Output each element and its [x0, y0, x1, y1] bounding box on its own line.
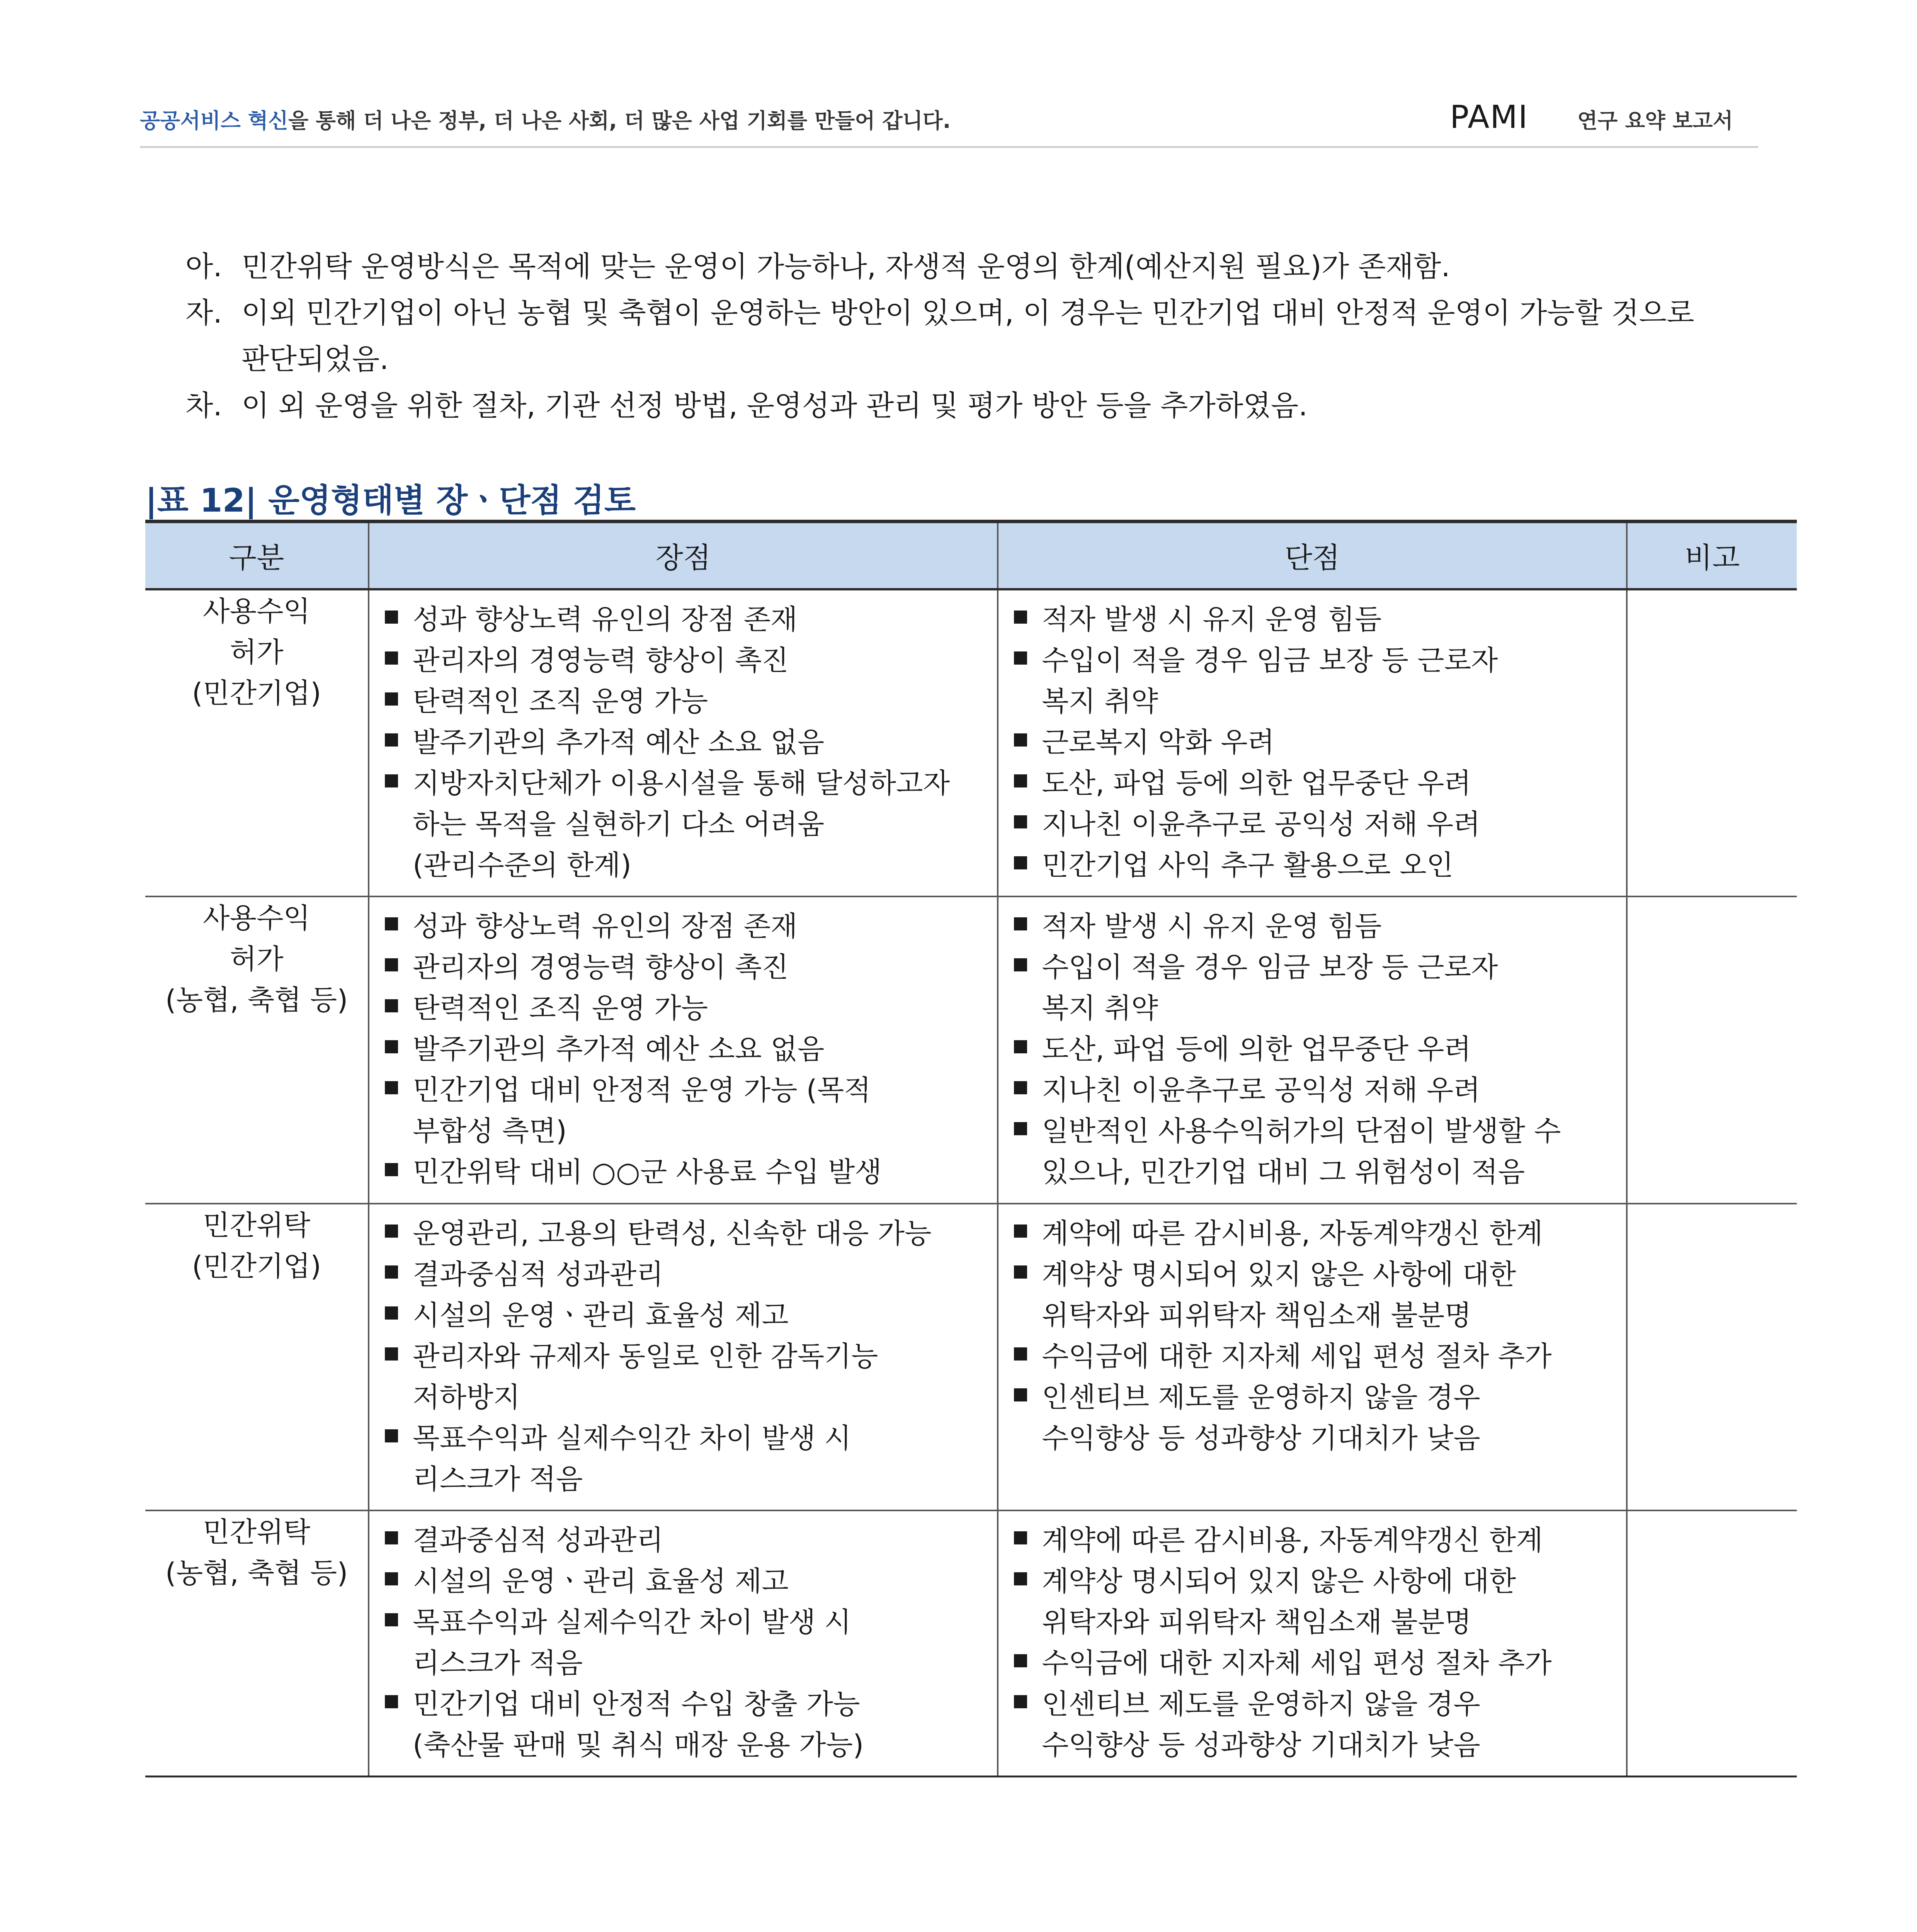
bullet-text: 발주기관의 추가적 예산 소요 없음: [413, 1033, 825, 1065]
row-cons: [998, 896, 1627, 1204]
square-bullet-icon: [385, 1531, 398, 1544]
bullet-text: 민간위탁 대비 ○○군 사용료 수입 발생: [413, 1156, 882, 1188]
square-bullet-icon: [1014, 856, 1027, 869]
bullet-text: 근로복지 악화 우려: [1042, 726, 1275, 759]
bullet-text: 탄력적인 조직 운영 가능: [413, 685, 708, 718]
pro-item: [383, 1336, 989, 1418]
square-bullet-icon: [1014, 1040, 1027, 1053]
con-item: [1012, 1070, 1618, 1111]
row-note: [1627, 1204, 1797, 1510]
con-item: [1012, 1213, 1618, 1254]
square-bullet-icon: [385, 1265, 398, 1279]
bullet-text: 지나친 이윤추구로 공익성 저해 우려: [1042, 1074, 1480, 1106]
row-cons: [998, 589, 1627, 896]
header-report-type: 연구 요약 보고서: [1577, 109, 1733, 133]
pro-item: [383, 763, 989, 886]
square-bullet-icon: [1014, 1695, 1027, 1708]
body-paragraphs: [185, 243, 1789, 429]
bullet-text: 수익금에 대한 지자체 세입 편성 절차 추가: [1042, 1340, 1552, 1372]
pro-item: [383, 1561, 989, 1602]
row-note: [1627, 589, 1797, 896]
bullet-text: 지방자치단체가 이용시설을 통해 달성하고자 하는 목적을 실현하기 다소 어려움 (관리수준의 한계): [413, 767, 950, 881]
header-brand: PAMI: [1450, 99, 1529, 136]
square-bullet-icon: [385, 1306, 398, 1320]
item-marker: 아.: [185, 250, 223, 283]
bullet-text: 관리자와 규제자 동일로 인한 감독기능 저하방지: [413, 1340, 878, 1413]
square-bullet-icon: [1014, 774, 1027, 787]
square-bullet-icon: [385, 733, 398, 747]
pro-item: [383, 681, 989, 722]
con-item: [1012, 722, 1618, 763]
square-bullet-icon: [385, 611, 398, 624]
con-item: [1012, 804, 1618, 845]
header-pros: 장점: [369, 522, 998, 590]
square-bullet-icon: [385, 958, 398, 971]
page-header: [140, 96, 1758, 148]
bullet-text: 결과중심적 성과관리: [413, 1258, 663, 1291]
item-marker: 차.: [185, 389, 223, 422]
bullet-text: 도산, 파업 등에 의한 업무중단 우려: [1042, 1033, 1471, 1065]
square-bullet-icon: [1014, 611, 1027, 624]
square-bullet-icon: [385, 1081, 398, 1094]
bullet-text: 적자 발생 시 유지 운영 힘듬: [1042, 910, 1382, 942]
row-cons: [998, 1510, 1627, 1777]
bullet-text: 관리자의 경영능력 향상이 촉진: [413, 951, 789, 983]
pros-cons-table: [145, 520, 1797, 1777]
pro-item: [383, 906, 989, 947]
con-item: [1012, 763, 1618, 804]
square-bullet-icon: [1014, 958, 1027, 971]
square-bullet-icon: [385, 1429, 398, 1442]
body-item: [185, 383, 1789, 429]
table-row: [145, 1204, 1797, 1510]
con-item: [1012, 1029, 1618, 1070]
row-category: 민간위탁 (농협, 축협 등): [145, 1510, 369, 1777]
table-row: [145, 589, 1797, 896]
square-bullet-icon: [1014, 815, 1027, 828]
bullet-text: 민간기업 대비 안정적 수입 창출 가능 (축산물 판매 및 취식 매장 운용 가능): [413, 1688, 864, 1761]
con-item: [1012, 845, 1618, 886]
con-item: [1012, 947, 1618, 1029]
con-item: [1012, 1520, 1618, 1561]
table-row: [145, 896, 1797, 1204]
item-text: 이외 민간기업이 아닌 농협 및 축협이 운영하는 방안이 있으며, 이 경우는 민간기업 대비 안정적 운영이 가능할 것으로 판단되었음.: [242, 296, 1694, 376]
row-cons: [998, 1204, 1627, 1510]
con-item: [1012, 1684, 1618, 1765]
pro-item: [383, 947, 989, 988]
pro-item: [383, 1295, 989, 1336]
table-body: [145, 589, 1797, 1777]
table-title: |표 12| 운영형태별 장ㆍ단점 검토: [145, 481, 636, 519]
row-note: [1627, 896, 1797, 1204]
square-bullet-icon: [385, 774, 398, 787]
con-item: [1012, 1561, 1618, 1643]
row-category: 사용수익 허가 (농협, 축협 등): [145, 896, 369, 1204]
square-bullet-icon: [385, 1040, 398, 1053]
bullet-text: 도산, 파업 등에 의한 업무중단 우려: [1042, 767, 1471, 799]
bullet-text: 일반적인 사용수익허가의 단점이 발생할 수 있으나, 민간기업 대비 그 위험성이 적음: [1042, 1115, 1561, 1188]
square-bullet-icon: [385, 917, 398, 930]
bullet-text: 적자 발생 시 유지 운영 힘듬: [1042, 603, 1382, 636]
row-category: 민간위탁 (민간기업): [145, 1204, 369, 1510]
table-header-row: [145, 522, 1797, 590]
tagline-rest: 을 통해 더 나은 정부, 더 나은 사회, 더 많은 사업 기회를 만들어 갑니다.: [288, 109, 951, 133]
pro-item: [383, 1029, 989, 1070]
con-item: [1012, 599, 1618, 640]
header-note: 비고: [1627, 522, 1797, 590]
row-pros: [369, 896, 998, 1204]
bullet-text: 결과중심적 성과관리: [413, 1524, 663, 1556]
bullet-text: 수입이 적을 경우 임금 보장 등 근로자 복지 취약: [1042, 644, 1498, 718]
square-bullet-icon: [1014, 1388, 1027, 1401]
bullet-text: 성과 향상노력 유인의 장점 존재: [413, 910, 798, 942]
square-bullet-icon: [385, 1572, 398, 1585]
pro-item: [383, 1070, 989, 1151]
bullet-text: 인센티브 제도를 운영하지 않을 경우 수익향상 등 성과향상 기대치가 낮음: [1042, 1688, 1480, 1761]
item-marker: 자.: [185, 296, 223, 330]
row-note: [1627, 1510, 1797, 1777]
table-row: [145, 1510, 1797, 1777]
bullet-text: 인센티브 제도를 운영하지 않을 경우 수익향상 등 성과향상 기대치가 낮음: [1042, 1381, 1480, 1454]
bullet-text: 민간기업 사익 추구 활용으로 오인: [1042, 849, 1454, 881]
bullet-text: 관리자의 경영능력 향상이 촉진: [413, 644, 789, 677]
square-bullet-icon: [1014, 1572, 1027, 1585]
bullet-text: 성과 향상노력 유인의 장점 존재: [413, 603, 798, 636]
item-text: 이 외 운영을 위한 절차, 기관 선정 방법, 운영성과 관리 및 평가 방안 등을 추가하였음.: [242, 389, 1308, 422]
con-item: [1012, 1377, 1618, 1459]
square-bullet-icon: [1014, 1347, 1027, 1361]
pro-item: [383, 640, 989, 681]
pro-item: [383, 722, 989, 763]
bullet-text: 시설의 운영ㆍ관리 효율성 제고: [413, 1565, 789, 1597]
square-bullet-icon: [1014, 1225, 1027, 1238]
bullet-text: 수익금에 대한 지자체 세입 편성 절차 추가: [1042, 1647, 1552, 1679]
bullet-text: 탄력적인 조직 운영 가능: [413, 992, 708, 1024]
square-bullet-icon: [1014, 1265, 1027, 1279]
bullet-text: 목표수익과 실제수익간 차이 발생 시 리스크가 적음: [413, 1422, 851, 1495]
square-bullet-icon: [1014, 1081, 1027, 1094]
pro-item: [383, 1602, 989, 1684]
bullet-text: 운영관리, 고용의 탄력성, 신속한 대응 가능: [413, 1217, 932, 1250]
square-bullet-icon: [385, 651, 398, 665]
bullet-text: 계약에 따른 감시비용, 자동계약갱신 한계: [1042, 1217, 1543, 1250]
con-item: [1012, 640, 1618, 722]
con-item: [1012, 906, 1618, 947]
row-pros: [369, 1204, 998, 1510]
con-item: [1012, 1254, 1618, 1336]
pro-item: [383, 1151, 989, 1192]
bullet-text: 시설의 운영ㆍ관리 효율성 제고: [413, 1299, 789, 1332]
square-bullet-icon: [385, 999, 398, 1012]
row-pros: [369, 1510, 998, 1777]
bullet-text: 계약상 명시되어 있지 않은 사항에 대한 위탁자와 피위탁자 책임소재 불분명: [1042, 1258, 1516, 1332]
tagline-highlight: 공공서비스 혁신: [140, 109, 288, 133]
pro-item: [383, 1254, 989, 1295]
square-bullet-icon: [1014, 1531, 1027, 1544]
bullet-text: 계약에 따른 감시비용, 자동계약갱신 한계: [1042, 1524, 1543, 1556]
bullet-text: 지나친 이윤추구로 공익성 저해 우려: [1042, 808, 1480, 840]
square-bullet-icon: [385, 692, 398, 706]
bullet-text: 계약상 명시되어 있지 않은 사항에 대한 위탁자와 피위탁자 책임소재 불분명: [1042, 1565, 1516, 1638]
pro-item: [383, 1520, 989, 1561]
bullet-text: 민간기업 대비 안정적 운영 가능 (목적 부합성 측면): [413, 1074, 871, 1147]
square-bullet-icon: [1014, 1654, 1027, 1667]
body-item: [185, 290, 1789, 383]
bullet-text: 수입이 적을 경우 임금 보장 등 근로자 복지 취약: [1042, 951, 1498, 1024]
pro-item: [383, 1213, 989, 1254]
con-item: [1012, 1336, 1618, 1377]
square-bullet-icon: [385, 1613, 398, 1626]
pro-item: [383, 1684, 989, 1765]
pro-item: [383, 599, 989, 640]
square-bullet-icon: [1014, 1122, 1027, 1135]
square-bullet-icon: [1014, 917, 1027, 930]
pro-item: [383, 988, 989, 1029]
bullet-text: 발주기관의 추가적 예산 소요 없음: [413, 726, 825, 759]
header-cons: 단점: [998, 522, 1627, 590]
header-category: 구분: [145, 522, 369, 590]
square-bullet-icon: [1014, 651, 1027, 665]
con-item: [1012, 1111, 1618, 1192]
row-category: 사용수익 허가 (민간기업): [145, 589, 369, 896]
square-bullet-icon: [385, 1163, 398, 1176]
item-text: 민간위탁 운영방식은 목적에 맞는 운영이 가능하나, 자생적 운영의 한계(예산지원 필요)가 존재함.: [242, 250, 1450, 283]
body-item: [185, 243, 1789, 290]
row-pros: [369, 589, 998, 896]
square-bullet-icon: [1014, 733, 1027, 747]
square-bullet-icon: [385, 1695, 398, 1708]
pro-item: [383, 1418, 989, 1500]
header-tagline: [140, 104, 951, 134]
square-bullet-icon: [385, 1347, 398, 1361]
con-item: [1012, 1643, 1618, 1684]
square-bullet-icon: [385, 1225, 398, 1238]
bullet-text: 목표수익과 실제수익간 차이 발생 시 리스크가 적음: [413, 1606, 851, 1679]
